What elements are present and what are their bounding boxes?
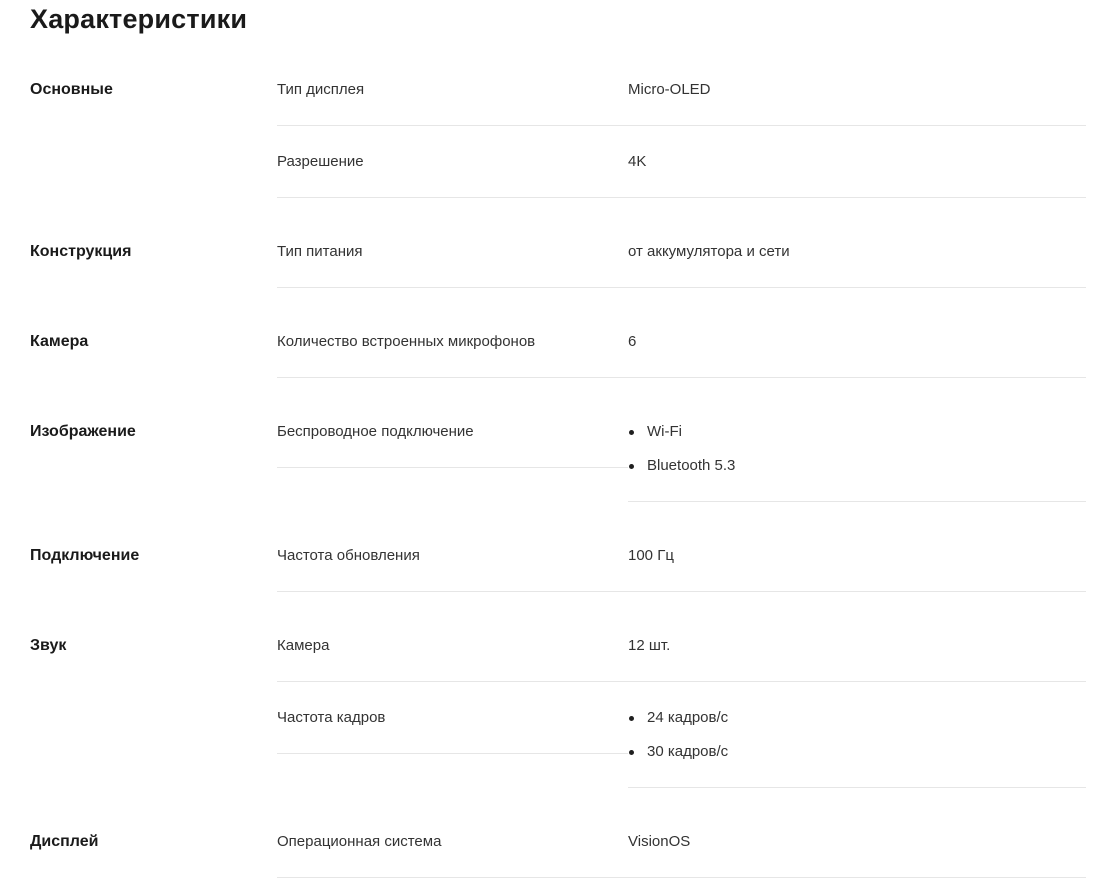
spec-row <box>30 288 1086 378</box>
spec-name: Тип питания <box>277 198 628 288</box>
spec-row <box>30 682 1086 788</box>
spec-row <box>30 198 1086 288</box>
spec-value: 12 шт. <box>628 592 1086 682</box>
spec-value-item: 30 кадров/с <box>628 743 1086 761</box>
section-label: Подключение <box>30 547 140 564</box>
spec-value-item: Bluetooth 5.3 <box>628 457 1086 475</box>
section-label: Конструкция <box>30 243 132 260</box>
page-title: Характеристики <box>30 4 248 34</box>
section-label: Изображение <box>30 423 136 440</box>
spec-value-list <box>628 423 1086 475</box>
spec-name: Камера <box>277 592 628 682</box>
spec-name: Беспроводное подключение <box>277 378 628 468</box>
section-label: Камера <box>30 333 89 350</box>
spec-name: Разрешение <box>277 126 628 198</box>
spec-value <box>628 378 1086 502</box>
spec-row <box>30 592 1086 682</box>
spec-value: 4K <box>628 126 1086 198</box>
spec-row <box>30 126 1086 198</box>
spec-value-item: 24 кадров/с <box>628 709 1086 727</box>
section-label: Дисплей <box>30 833 99 850</box>
spec-value-list <box>628 709 1086 761</box>
spec-row <box>30 378 1086 502</box>
section-label <box>30 126 277 179</box>
spec-name: Частота обновления <box>277 502 628 592</box>
spec-value <box>628 682 1086 788</box>
spec-name: Количество встроенных микрофонов <box>277 288 628 378</box>
spec-name: Операционная система <box>277 788 628 878</box>
spec-value: 6 <box>628 288 1086 378</box>
spec-value: от аккумулятора и сети <box>628 198 1086 288</box>
spec-name: Тип дисплея <box>277 36 628 126</box>
spec-row <box>30 788 1086 878</box>
spec-value: Micro-OLED <box>628 36 1086 126</box>
spec-row <box>30 36 1086 126</box>
spec-value: VisionOS <box>628 788 1086 878</box>
spec-table <box>30 36 1086 878</box>
section-label: Основные <box>30 81 113 98</box>
section-label <box>30 682 277 735</box>
spec-value: 100 Гц <box>628 502 1086 592</box>
spec-name: Частота кадров <box>277 682 628 754</box>
section-label: Звук <box>30 637 67 654</box>
spec-row <box>30 502 1086 592</box>
spec-value-item: Wi-Fi <box>628 423 1086 441</box>
